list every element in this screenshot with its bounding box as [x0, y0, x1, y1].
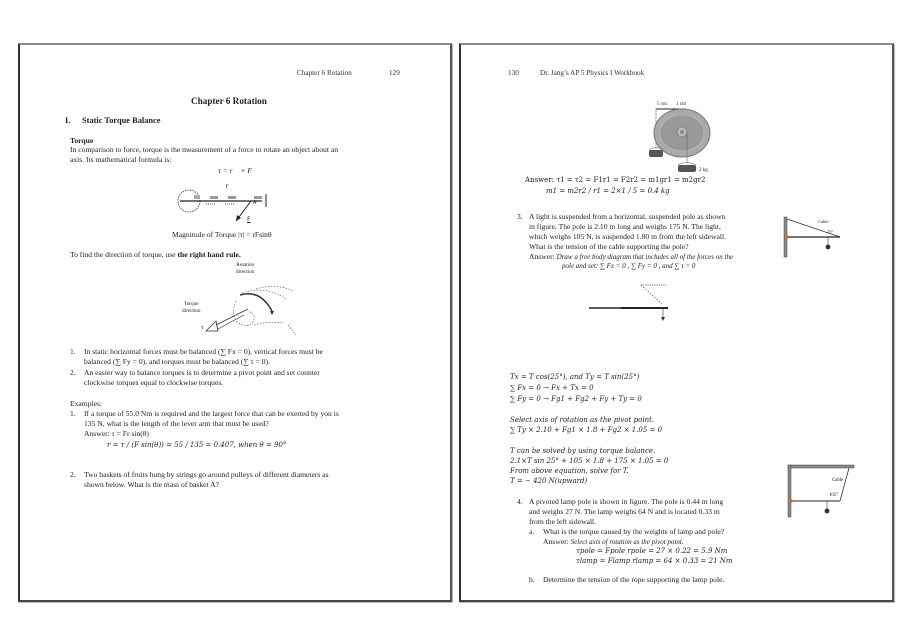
rule-1-line1: In static horizontal forces must be balanced (∑ Fx = 0), vertical forces must be: [84, 347, 323, 356]
rule-2-num: 2.: [70, 368, 76, 377]
pulley-answer-line2: m1 = m2r2 / r1 = 2×1 / 5 = 0.4 kg: [546, 187, 670, 195]
example-1-line2: 135 N, what is the length of the lever arm that must be used?: [84, 419, 269, 428]
q3-answer: Answer: Draw a free body diagram that includes all of the forces on the: [529, 252, 734, 261]
page-number: 130: [508, 69, 519, 77]
lamp-pole-figure: [787, 465, 859, 525]
q3-eq1: Tx = T cos(25°), and Ty = T sin(25°): [510, 373, 640, 381]
torque-direction-label: Torque direction: [182, 301, 201, 314]
q3-eq2: ∑ Fx = 0 → Fx + Tx = 0: [510, 384, 594, 392]
torque-formula: τ = r⃗ × F⃗: [218, 166, 258, 175]
pulley-answer-line1: Answer: τ1 = τ2 = F1r1 = F2r2 = m1gr1 = m2gr2: [525, 176, 706, 184]
wrench-diagram: [170, 181, 290, 231]
running-header: Chapter 6 Rotation: [297, 69, 352, 77]
q3-line1: A light is suspended from a horizontal, suspended pole as shown: [529, 212, 726, 221]
right-hand-rule: the right hand rule.: [177, 250, 241, 259]
q4a-question: What is the torque caused by the weights of lamp and pole?: [543, 527, 725, 536]
radius-label-2: 1 cm: [676, 102, 686, 107]
q4b-question: Determine the tension of the rope supporting the lamp pole.: [543, 575, 725, 584]
example-1-answer: Answer: τ = Fr sin(θ): [84, 429, 149, 438]
q4a-label: a.: [529, 527, 535, 536]
page-number: 129: [389, 69, 400, 77]
q3-line4: What is the tension of the cable supporting the pole?: [529, 242, 689, 251]
q4a-eq-lamp: τlamp = Flamp rlamp = 64 × 0.33 = 21 Nm: [576, 557, 733, 565]
cable-label: Cable: [818, 219, 829, 224]
q3-solve-for: From above equation, solve for T.: [510, 467, 629, 475]
q3-answer-cont: pole and set: ∑ Fx = 0 , ∑ Fy = 0 , and ∑ τ = 0: [562, 262, 696, 270]
pole-cable-figure: [782, 215, 847, 260]
rotation-direction-label: Rotation direction: [236, 262, 255, 275]
label-r: r: [225, 183, 229, 190]
q4-line3: from the left sidewall.: [529, 517, 597, 526]
chapter-title: Chapter 6 Rotation: [191, 96, 267, 106]
q3-pivot-note: Select axis of rotation as the pivot point.: [510, 416, 655, 424]
examples-heading: Examples:: [70, 399, 103, 408]
q3-num: 3.: [517, 212, 523, 221]
q4b-label: b.: [529, 575, 535, 584]
free-body-diagram: [581, 279, 701, 329]
angle-label: 105°: [829, 493, 839, 498]
section-title: Static Torque Balance: [82, 116, 161, 125]
page-129: [18, 43, 452, 602]
example-1-line1: If a torque of 55.0 Nm is required and the largest force that can be exerted by you is: [84, 409, 339, 418]
rule-2-line2: clockwise torques equal to clockwise torques.: [84, 378, 224, 387]
q4-num: 4.: [517, 497, 523, 506]
example-2-line2: shown below. What is the mass of basket A?: [84, 480, 219, 489]
example-1-num: 1.: [70, 409, 76, 418]
torque-heading: Torque: [70, 136, 94, 145]
q4-line2: and weighs 27 N. The lamp weighs 64 N and is located 0.33 m: [529, 507, 720, 516]
mass-label: 2 kg: [699, 168, 708, 173]
cable-label: Cable: [832, 478, 844, 483]
rule-1-line2: balanced (∑ Fy = 0), and torques must be balanced (∑ τ = 0).: [84, 357, 270, 366]
pulley-diagram: [644, 105, 724, 185]
q3-solve-note: T can be solved by using torque balance.: [510, 447, 656, 455]
torque-magnitude: Magnitude of Torque |τ| = rFsinθ: [172, 230, 272, 239]
running-header: Dr. Jang’s AP 5 Physics I Workbook: [540, 69, 645, 77]
tau-label: τ: [201, 325, 204, 331]
q3-result: T = − 420 N(upward): [510, 477, 588, 485]
label-a: A: [253, 200, 257, 206]
rule-1-num: 1.: [70, 347, 76, 356]
example-2-num: 2.: [70, 470, 76, 479]
torque-intro-line2: axis. Its mathematical formula is:: [70, 155, 172, 164]
q3-line2: in figure. The pole is 2.10 m long and weighs 175 N. The light,: [529, 222, 721, 231]
q3-eq3: ∑ Fy = 0 → Fg1 + Fg2 + Fy + Ty = 0: [510, 395, 642, 403]
torque-intro-line1: In comparison to force, torque is the measurement of a force to rotate an object about an: [70, 145, 338, 154]
q3-eq5: 2.1×T sin 25° + 105 × 1.8 + 175 × 1.05 = 0: [510, 457, 669, 465]
angle-label: 25°: [827, 229, 834, 234]
page-130: [459, 43, 894, 602]
right-hand-rule-text: To find the direction of torque, use the right hand rule.: [70, 250, 241, 259]
section-number: I.: [65, 116, 71, 125]
example-1-solution: r = τ / (F sin(θ)) = 55 / 135 = 0.407, when θ = 90°: [107, 441, 287, 449]
label-f: F: [247, 216, 251, 223]
q4-line1: A pivoted lamp pole is shown in figure. The pole is 0.44 m long: [529, 497, 724, 506]
radius-label-1: 5 cm: [657, 102, 667, 107]
example-2-line1: Two baskets of fruits hung by strings go around pulleys of different diameters as: [84, 470, 329, 479]
q3-eq4: ∑ Ty × 2.10 + Fg1 × 1.8 + Fg2 × 1.05 = 0: [510, 426, 663, 434]
q4a-answer: Answer: Select axis of rotation as the pivot point.: [543, 537, 684, 546]
q3-line3: which weighs 105 N, is suspended 1.80 m from the left sidewall.: [529, 232, 726, 241]
right-hand-diagram: [196, 281, 316, 341]
q4a-eq-pole: τpole = Fpole rpole = 27 × 0.22 = 5.9 Nm: [576, 547, 728, 555]
rule-2-line1: An easier way to balance torques is to determine a pivot point and set counter: [84, 368, 320, 377]
